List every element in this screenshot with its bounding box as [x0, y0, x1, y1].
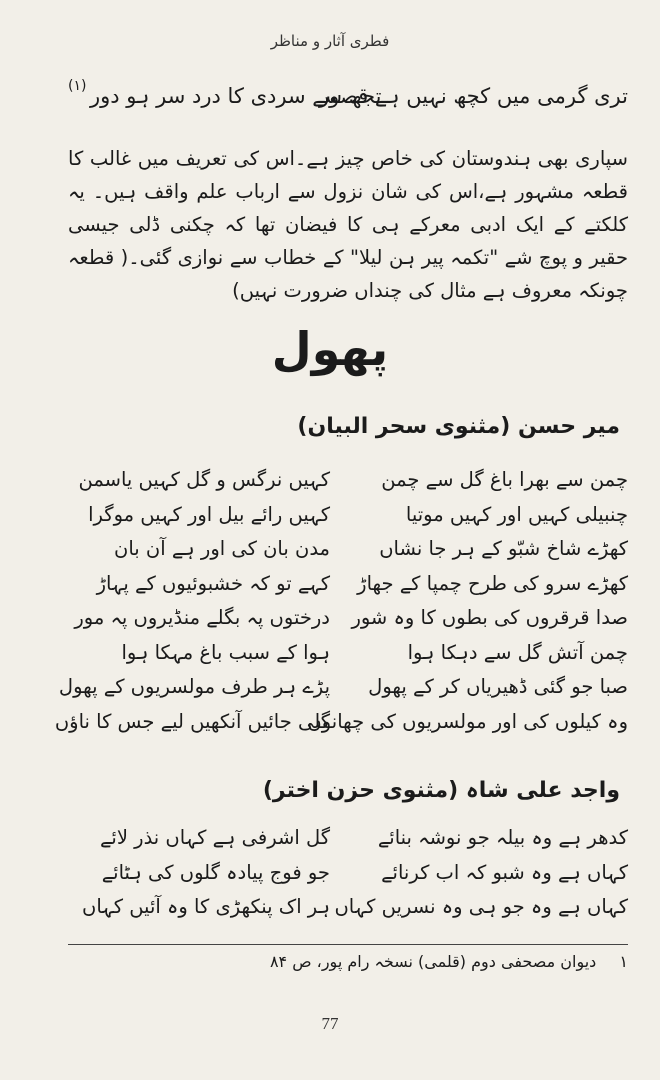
prose-text: سپاری بھی ہندوستان کی خاص چیز ہے۔اس کی تعریف میں غالب کا قطعہ مشہور ہے،اس کی شان نزول سے ارباب علم واقف ہیں۔ یہ کلکتے کے ایک ادبی معرکے ہی کا فیضان تھا کہ چکنی ڈلی جیسی حقیر و پوچ شے "تکمہ پیر ہن لیلا" کے خطاب سے نوازی گئی۔( قطعہ چونکہ معروف ہے مثال کی چنداں ضرورت نہیں) — [68, 147, 628, 302]
section-title: پھول — [271, 322, 389, 376]
footnote-marker: (۱) — [68, 78, 87, 94]
hemistich-second: مدن بان کی اور ہے آن بان — [114, 537, 330, 560]
hemistich-second: ہوا کے سبب باغ مہکا ہوا — [121, 640, 330, 664]
hemistich-second: گل اشرفی ہے کہاں نذر لائے — [99, 826, 330, 849]
opening-verse — [68, 78, 628, 124]
couplet — [68, 641, 628, 676]
footnote — [68, 952, 628, 971]
prose-paragraph — [68, 142, 628, 307]
couplet — [54, 709, 628, 745]
couplet — [68, 826, 628, 861]
hemistich-second: پڑے ہر طرف مولسریوں کے پھول — [58, 675, 330, 698]
hemistich-first: کھڑے شاخ شبّو کے ہر جا نشاں — [379, 537, 628, 560]
couplet — [58, 675, 628, 710]
hemistich-first: وہ کیلوں کی اور مولسریوں کی چھانوں — [307, 709, 628, 733]
couplet — [68, 895, 628, 930]
couplet — [68, 606, 628, 641]
hemistich-second: درختوں پہ بگلے منڈیروں پہ مور — [74, 606, 330, 629]
opening-verse-second: تجھ سے سردی کا درد سر ہو دور — [90, 84, 382, 108]
footnote-divider — [68, 944, 628, 945]
couplet — [68, 572, 628, 607]
hemistich-second: گلی جائیں آنکھیں لیے جس کا ناؤں — [54, 709, 330, 733]
opening-verse-first: تری گرمی میں کچھ نہیں ہے قصور — [319, 84, 628, 108]
page-number: 77 — [321, 1014, 339, 1033]
source-heading-mir-hasan: میر حسن (مثنوی سحر البیان) — [297, 414, 620, 439]
hemistich-first: چمن سے بھرا باغ گل سے چمن — [381, 468, 628, 491]
hemistich-second: ہر اک پنکھڑی کا وہ آئیں کہاں — [82, 895, 330, 918]
hemistich-second: جو فوج پیادہ گلوں کی ہٹائے — [101, 860, 330, 884]
couplet — [68, 861, 628, 896]
hemistich-second: کہیں نرگس و گل کہیں یاسمن — [78, 468, 330, 491]
poem-wajid-ali-shah — [68, 826, 628, 930]
footnote-text: دیوان مصحفی دوم (قلمی) نسخہ رام پور، ص ۸۴ — [269, 952, 597, 971]
couplet — [68, 468, 628, 503]
hemistich-second: کہے تو کہ خشبوئیوں کے پہاڑ — [96, 571, 330, 595]
hemistich-first: چمن آتش گل سے دہکا ہوا — [407, 640, 628, 664]
hemistich-second: کہیں رائے بیل اور کہیں موگرا — [88, 502, 330, 526]
hemistich-first: صدا قرقروں کی بطوں کا وہ شور — [351, 606, 628, 629]
hemistich-first: کہاں ہے وہ شبو کہ اب کرنائے — [381, 860, 628, 884]
hemistich-first: صبا جو گئی ڈھیریاں کر کے پھول — [368, 675, 628, 698]
hemistich-first: کھڑے سرو کی طرح چمپا کے جھاڑ — [357, 571, 628, 595]
hemistich-first: چنبیلی کہیں اور کہیں موتیا — [405, 502, 628, 526]
couplet — [68, 537, 628, 572]
source-heading-wajid-ali-shah: واجد علی شاہ (مثنوی حزن اختر) — [262, 778, 620, 803]
running-head: فطری آثار و مناظر — [270, 32, 390, 50]
footnote-number: ۱ — [619, 952, 628, 971]
poem-mir-hasan — [54, 468, 628, 744]
hemistich-first: کدھر ہے وہ بیلہ جو نوشہ بنائے — [377, 826, 628, 849]
couplet — [68, 503, 628, 538]
hemistich-first: کہاں ہے وہ جو ہی وہ نسریں کہاں — [334, 895, 628, 918]
